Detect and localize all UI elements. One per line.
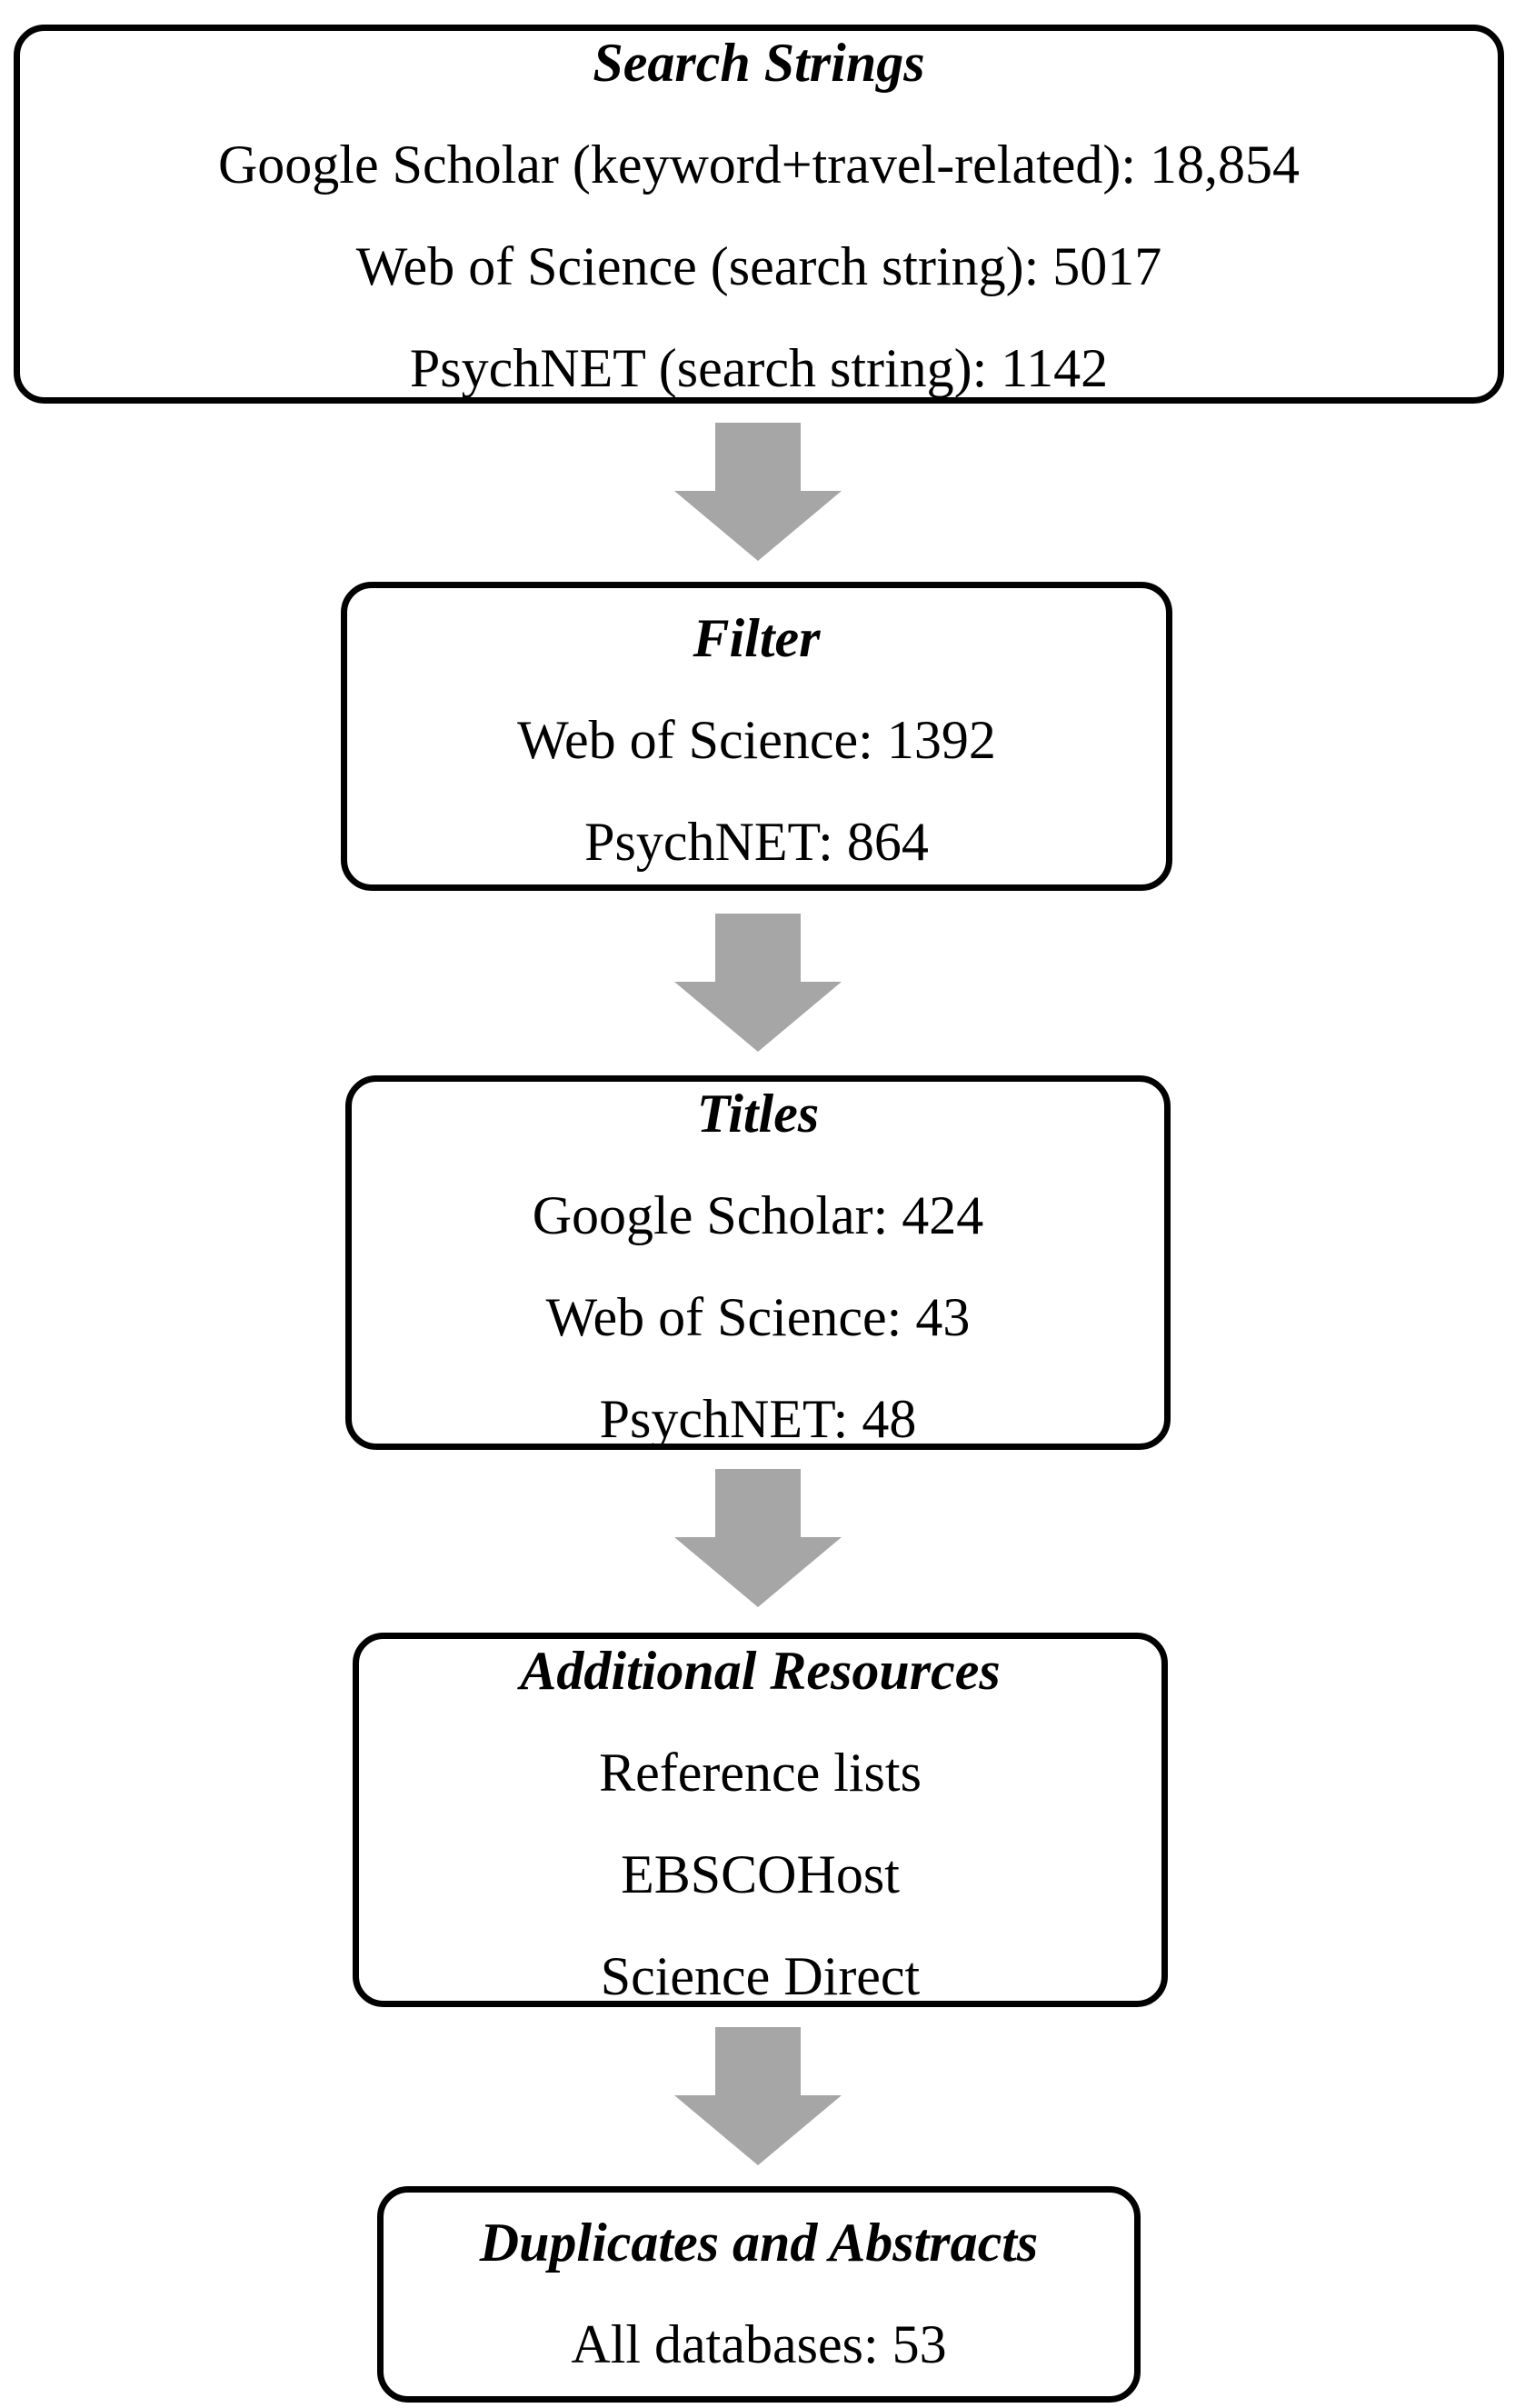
- additional-resources-line-science-direct: Science Direct: [600, 1946, 921, 2006]
- titles-line-google-scholar: Google Scholar: 424: [532, 1185, 984, 1245]
- search-strings-line-psychnet: PsychNET (search string): 1142: [409, 338, 1109, 398]
- titles-line-psychnet: PsychNET: 48: [599, 1389, 917, 1449]
- filter-title: Filter: [693, 608, 821, 668]
- flow-arrow-4: [674, 2027, 842, 2165]
- filter-box: [341, 582, 1172, 891]
- titles-line-web-of-science: Web of Science: 43: [545, 1287, 971, 1347]
- titles-box: [345, 1075, 1171, 1450]
- filter-line-web-of-science: Web of Science: 1392: [517, 710, 996, 770]
- flow-arrow-3: [674, 1469, 842, 1607]
- duplicates-and-abstracts-title: Duplicates and Abstracts: [479, 2213, 1039, 2273]
- flow-arrow-2: [674, 914, 842, 1052]
- search-strings-title: Search Strings: [593, 33, 925, 93]
- duplicates-and-abstracts-line-all-databases: All databases: 53: [571, 2314, 947, 2374]
- titles-title: Titles: [696, 1084, 820, 1144]
- search-strings-line-google-scholar: Google Scholar (keyword+travel-related): 18,854: [217, 135, 1301, 195]
- search-strings-box: [14, 25, 1504, 404]
- duplicates-and-abstracts-box: [377, 2186, 1141, 2403]
- search-strings-line-web-of-science: Web of Science (search string): 5017: [355, 236, 1162, 296]
- additional-resources-line-ebscohost: EBSCOHost: [621, 1844, 900, 1904]
- additional-resources-line-reference-lists: Reference lists: [599, 1743, 922, 1803]
- filter-line-psychnet: PsychNET: 864: [584, 812, 929, 872]
- additional-resources-title: Additional Resources: [520, 1641, 1001, 1701]
- additional-resources-box: [353, 1633, 1168, 2007]
- flow-arrow-1: [674, 423, 842, 561]
